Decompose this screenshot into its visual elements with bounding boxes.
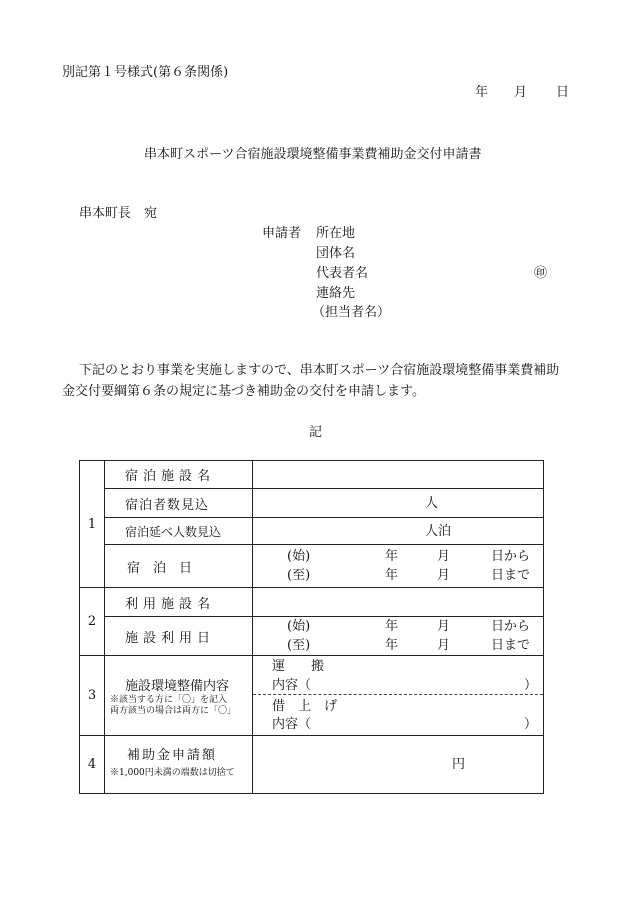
table-row bbox=[80, 736, 544, 794]
subsidy-amount-field[interactable] bbox=[253, 736, 544, 794]
table-row bbox=[80, 518, 544, 545]
facility-name-field[interactable] bbox=[253, 461, 544, 489]
month-label: 月 bbox=[437, 549, 451, 564]
date-year-label: 年 bbox=[475, 85, 489, 100]
start-label: (始) bbox=[287, 549, 311, 564]
rental-content-open: 内容（ bbox=[272, 717, 312, 732]
use-dates-field[interactable] bbox=[253, 617, 544, 656]
use-facility-name-field[interactable] bbox=[253, 588, 544, 617]
form-number: 別記第１号様式(第６条関係) bbox=[62, 65, 229, 80]
expected-guests-label: 宿泊者数見込 bbox=[105, 489, 253, 518]
year-label: 年 bbox=[385, 638, 399, 653]
document-title: 串本町スポーツ合宿施設環境整備事業費補助金交付申請書 bbox=[144, 147, 482, 162]
transport-content-close: ） bbox=[524, 678, 538, 693]
seal-mark-icon: ㊞ bbox=[534, 266, 548, 281]
table-row bbox=[80, 588, 544, 617]
transport-content-open: 内容（ bbox=[272, 678, 312, 693]
stay-dates-label: 宿 泊 日 bbox=[105, 545, 253, 588]
table-row bbox=[80, 545, 544, 588]
start-label: (始) bbox=[287, 619, 311, 634]
environment-improvement-field bbox=[253, 656, 544, 736]
body-text-line-1: 下記のとおり事業を実施しますので、串本町スポーツ合宿施設環境整備事業費補助 bbox=[79, 363, 560, 378]
use-facility-name-label: 利用施設名 bbox=[105, 588, 253, 617]
yen-unit: 円 bbox=[452, 757, 466, 772]
date-day-label: 日 bbox=[556, 85, 570, 100]
until-label: 日まで bbox=[491, 568, 531, 583]
facility-name-label: 宿泊施設名 bbox=[105, 461, 253, 489]
stay-dates-field[interactable] bbox=[253, 545, 544, 588]
note-mark-instruction: ※該当する方に「〇」を記入 bbox=[110, 695, 228, 705]
nights-unit: 人泊 bbox=[425, 524, 452, 539]
transport-option[interactable]: 運 搬 bbox=[272, 659, 325, 674]
dashed-divider bbox=[253, 694, 543, 695]
expected-guest-nights-field[interactable] bbox=[253, 518, 544, 545]
applicant-representative-label: 代表者名 bbox=[316, 266, 369, 281]
year-label: 年 bbox=[385, 549, 399, 564]
year-label: 年 bbox=[385, 619, 399, 634]
applicant-organization-label: 団体名 bbox=[316, 246, 356, 261]
from-label: 日から bbox=[491, 619, 531, 634]
body-text-line-2: 金交付要綱第６条の規定に基づき補助金の交付を申請します。 bbox=[62, 384, 425, 399]
section-number: 1 bbox=[80, 461, 105, 588]
rounding-note: ※1,000円未満の端数は切捨て bbox=[110, 768, 235, 778]
applicant-contact-label: 連絡先 bbox=[316, 286, 356, 301]
applicant-address-label: 所在地 bbox=[316, 226, 356, 241]
end-label: (至) bbox=[287, 638, 311, 653]
until-label: 日まで bbox=[491, 638, 531, 653]
guests-unit: 人 bbox=[425, 496, 439, 511]
environment-improvement-label-cell bbox=[105, 656, 253, 736]
addressee: 串本町長 宛 bbox=[79, 206, 158, 221]
applicant-label: 申請者 bbox=[262, 226, 302, 241]
expected-guest-nights-label: 宿泊延べ人数見込 bbox=[105, 518, 253, 545]
table-row bbox=[80, 489, 544, 518]
rental-content-close: ） bbox=[524, 717, 538, 732]
applicant-person-in-charge-label: （担当者名） bbox=[312, 305, 391, 320]
expected-guests-field[interactable] bbox=[253, 489, 544, 518]
end-label: (至) bbox=[287, 568, 311, 583]
table-row bbox=[80, 617, 544, 656]
note-both-instruction: 両方該当の場合は両方に「〇」 bbox=[110, 706, 237, 716]
application-table bbox=[79, 460, 544, 794]
environment-improvement-label: 施設環境整備内容 bbox=[125, 679, 230, 694]
subsidy-amount-label-cell bbox=[105, 736, 253, 794]
subsidy-amount-label: 補助金申請額 bbox=[127, 748, 218, 763]
date-month-label: 月 bbox=[514, 85, 528, 100]
month-label: 月 bbox=[437, 568, 451, 583]
section-number: 2 bbox=[80, 588, 105, 656]
table-row bbox=[80, 461, 544, 489]
rental-option[interactable]: 借 上 げ bbox=[272, 699, 338, 714]
use-dates-label: 施設利用日 bbox=[105, 617, 253, 656]
section-number: 4 bbox=[80, 736, 105, 794]
ki-heading: 記 bbox=[309, 425, 323, 440]
year-label: 年 bbox=[385, 568, 399, 583]
table-row bbox=[80, 656, 544, 736]
from-label: 日から bbox=[491, 549, 531, 564]
month-label: 月 bbox=[437, 619, 451, 634]
section-number: 3 bbox=[80, 656, 105, 736]
month-label: 月 bbox=[437, 638, 451, 653]
